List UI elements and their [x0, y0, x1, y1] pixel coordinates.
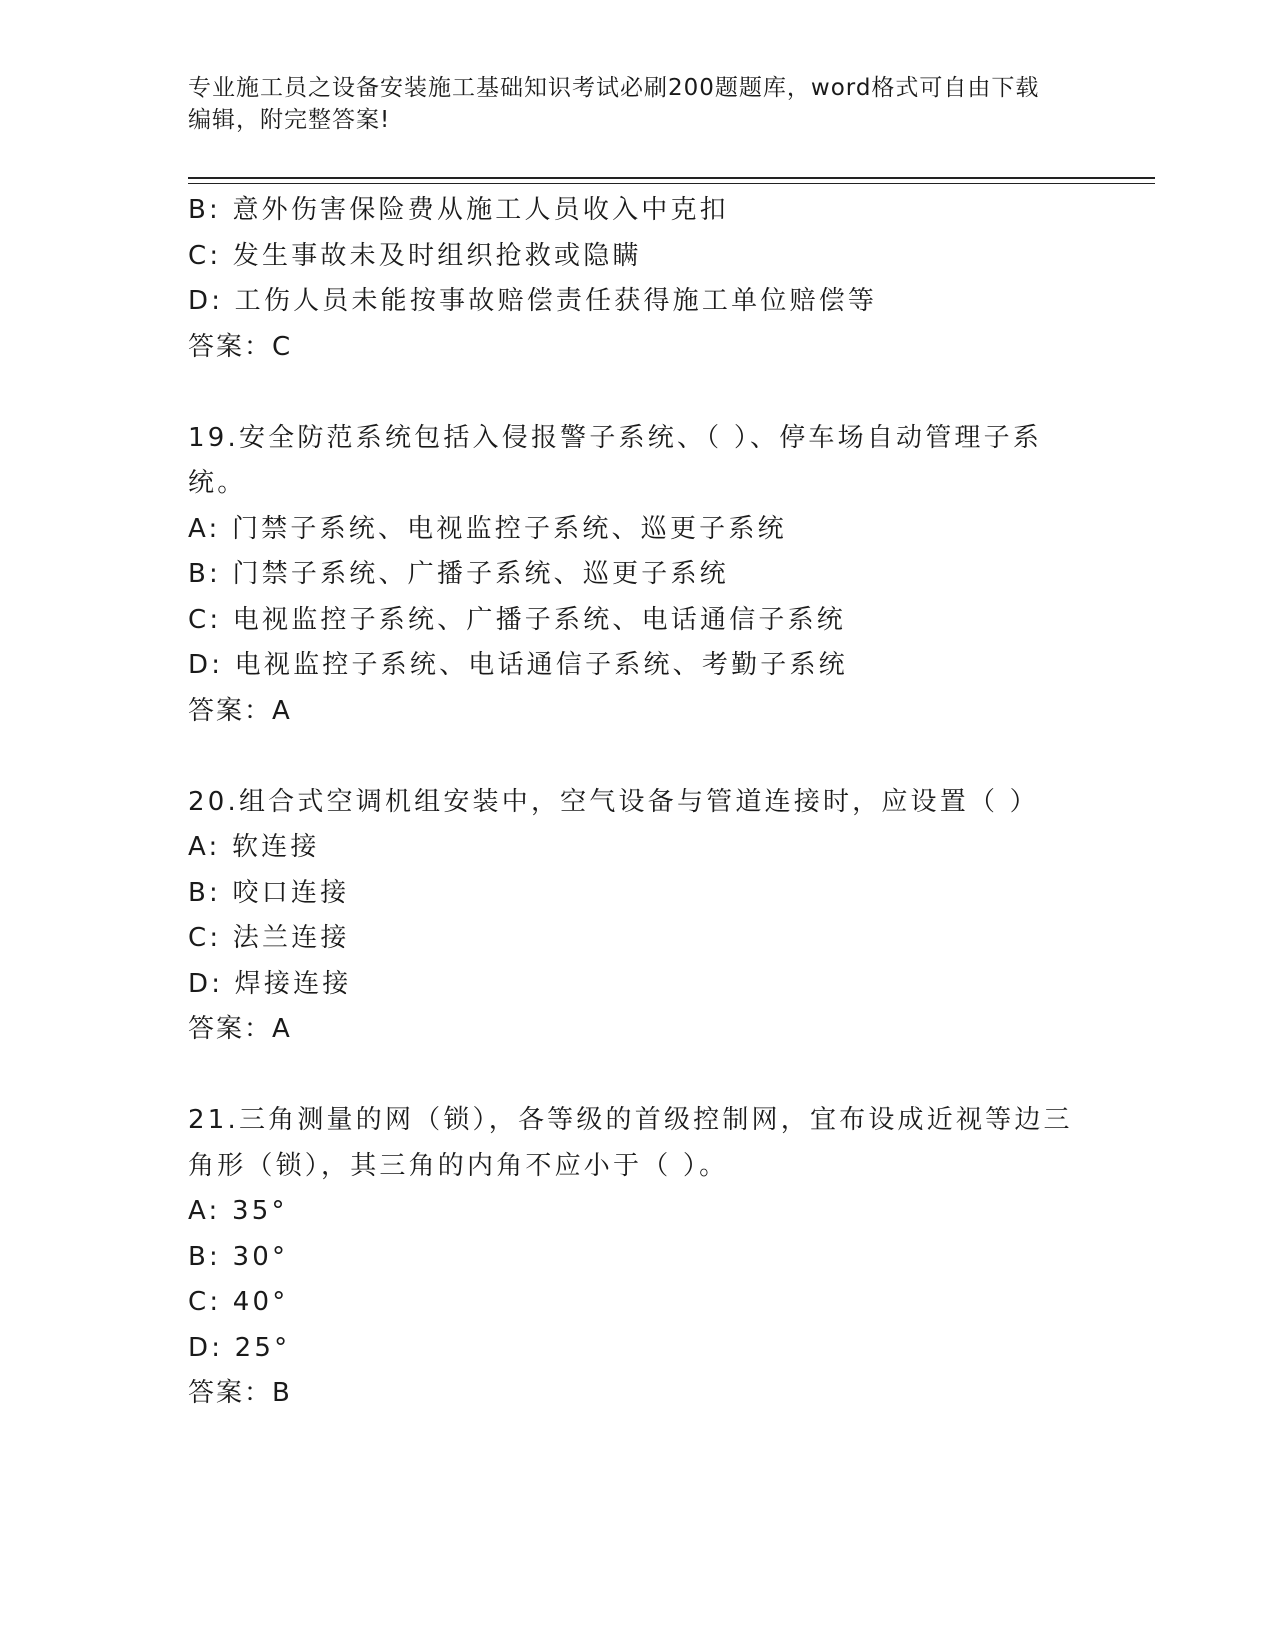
option-letter: D [188, 650, 212, 680]
question-block-21 [188, 1098, 1088, 1417]
option-letter: D [188, 1332, 212, 1363]
option-text: 意外伤害保险费从施工人员收入中克扣 [232, 195, 729, 225]
option-letter: D [188, 286, 212, 316]
option-text: 30° [232, 1241, 289, 1272]
option-text: 40° [232, 1287, 289, 1317]
option-letter: D [188, 968, 212, 999]
option-letter: B [188, 1241, 210, 1272]
option-a: A: 门禁子系统、电视监控子系统、巡更子系统 [188, 513, 787, 544]
header-line-1: 专业施工员之设备安装施工基础知识考试必刷200题题库，word格式可自由下载 [188, 75, 1040, 101]
option-text: 25° [234, 1332, 291, 1363]
spacer [188, 370, 1088, 416]
document-header [188, 72, 1068, 136]
option-letter: A [188, 513, 209, 544]
option-letter: B [188, 559, 210, 589]
question-text-line-1: 20.组合式空调机组安装中，空气设备与管道连接时，应设置（ ） [188, 786, 1039, 817]
header-line-2: 编辑，附完整答案! [188, 107, 391, 133]
option-d: D: 焊接连接 [188, 968, 352, 999]
question-text-line-2: 角形（锁），其三角的内角不应小于（ ）。 [188, 1150, 729, 1181]
answer-line: 答案：C [188, 331, 293, 362]
option-b: B: 意外伤害保险费从施工人员收入中克扣 [188, 195, 729, 225]
answer-line: 答案：A [188, 695, 292, 726]
spacer [188, 734, 1088, 780]
option-a: A: 35° [188, 1196, 288, 1226]
header-divider-thick [188, 177, 1155, 179]
option-letter: B [188, 195, 210, 225]
header-divider-thin [188, 183, 1155, 184]
option-text: 电视监控子系统、广播子系统、电话通信子系统 [232, 604, 846, 635]
option-d: D: 电视监控子系统、电话通信子系统、考勤子系统 [188, 650, 848, 680]
option-text: 35° [231, 1196, 288, 1226]
option-text: 电视监控子系统、电话通信子系统、考勤子系统 [234, 650, 848, 680]
option-d: D: 25° [188, 1332, 291, 1363]
option-text: 门禁子系统、广播子系统、巡更子系统 [232, 559, 729, 589]
option-text: 法兰连接 [232, 923, 350, 953]
option-c: C: 电视监控子系统、广播子系统、电话通信子系统 [188, 604, 846, 635]
option-c: C: 发生事故未及时组织抢救或隐瞒 [188, 240, 642, 271]
option-c: C: 法兰连接 [188, 923, 350, 953]
option-letter: C [188, 240, 210, 271]
option-b: B: 门禁子系统、广播子系统、巡更子系统 [188, 559, 729, 589]
option-letter: C [188, 1287, 210, 1317]
option-d: D: 工伤人员未能按事故赔偿责任获得施工单位赔偿等 [188, 286, 878, 316]
option-text: 门禁子系统、电视监控子系统、巡更子系统 [231, 513, 787, 544]
option-letter: A [188, 832, 209, 862]
answer-line: 答案：B [188, 1378, 292, 1408]
option-letter: B [188, 877, 210, 908]
option-b: B: 30° [188, 1241, 289, 1272]
question-text-line-1: 19.安全防范系统包括入侵报警子系统、（ ）、停车场自动管理子系 [188, 422, 1043, 453]
question-block-19 [188, 416, 1088, 735]
question-list [188, 188, 1088, 1417]
option-text: 软连接 [231, 832, 320, 862]
question-text-line-1: 21.三角测量的网（锁），各等级的首级控制网，宜布设成近视等边三 [188, 1105, 1073, 1135]
spacer [188, 1053, 1088, 1099]
option-b: B: 咬口连接 [188, 877, 350, 908]
option-a: A: 软连接 [188, 832, 320, 862]
option-text: 咬口连接 [232, 877, 350, 908]
option-c: C: 40° [188, 1287, 289, 1317]
option-text: 发生事故未及时组织抢救或隐瞒 [232, 240, 642, 271]
answer-line: 答案：A [188, 1014, 292, 1044]
question-block-20 [188, 780, 1088, 1053]
option-letter: A [188, 1196, 209, 1226]
question-text-line-2: 统。 [188, 468, 247, 498]
option-letter: C [188, 604, 210, 635]
option-text: 工伤人员未能按事故赔偿责任获得施工单位赔偿等 [234, 286, 878, 316]
option-text: 焊接连接 [234, 968, 352, 999]
question-block-18-continued [188, 188, 1088, 370]
option-letter: C [188, 923, 210, 953]
